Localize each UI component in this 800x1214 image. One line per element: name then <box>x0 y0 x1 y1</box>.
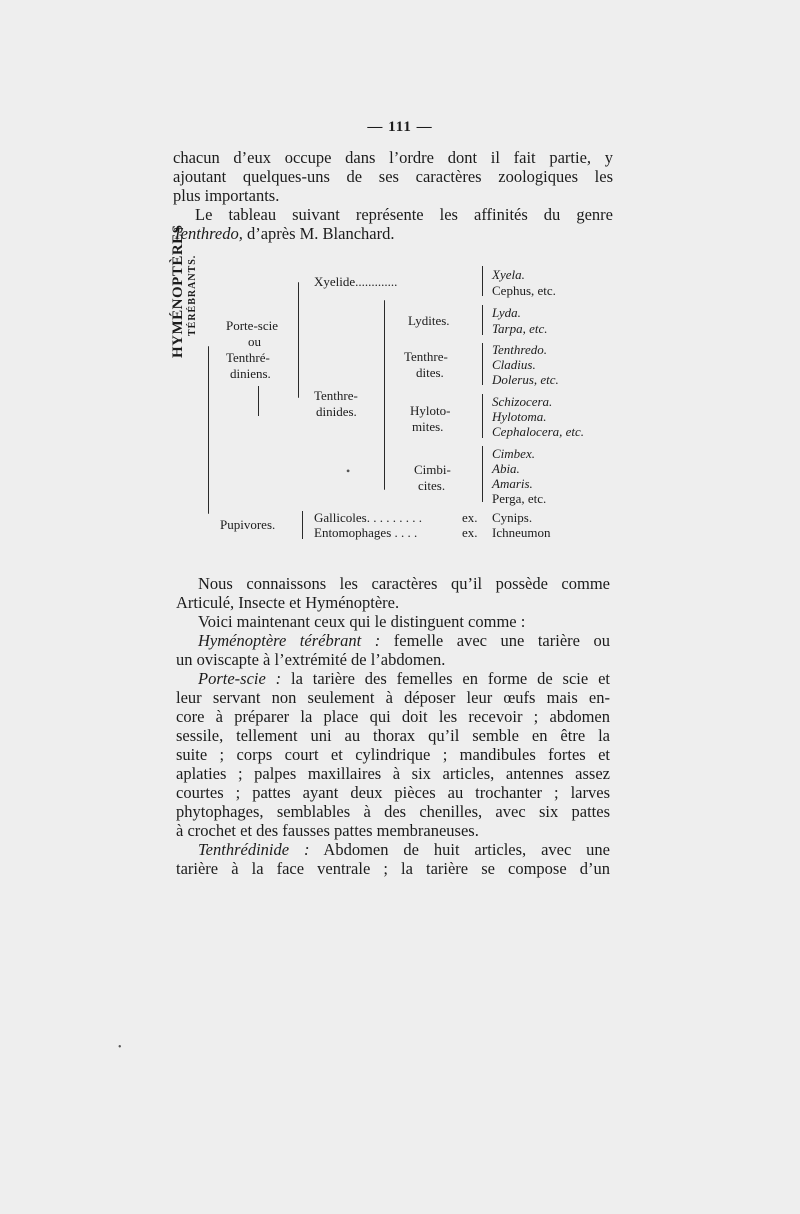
text-line: Nous connaissons les caractères qu’il possède comme <box>198 574 610 593</box>
brace-pupivores <box>302 511 303 539</box>
pupivores-label: Pupivores. <box>220 517 276 532</box>
text-line <box>176 631 610 650</box>
ink-speck: • <box>346 464 351 478</box>
genus-cimbex: Cimbex. <box>492 446 535 461</box>
text-line: à crochet et des fausses pattes membraneuses. <box>176 821 479 840</box>
genus-tarpa: Tarpa, etc. <box>492 321 548 336</box>
page-number: — 111 — <box>367 119 433 135</box>
text-line: chacun d’eux occupe dans l’ordre dont il fait partie, y <box>173 148 613 167</box>
genus-cladius: Cladius. <box>492 357 536 372</box>
genus-lyda: Lyda. <box>492 305 521 320</box>
tenthre-dinides-label-2: dinides. <box>316 404 357 419</box>
vertical-heading-main: HYMÉNOPTÈRES <box>170 224 186 358</box>
text-line <box>176 669 610 688</box>
tenthredites-label-1: Tenthre- <box>404 349 448 364</box>
term-hymenoptere-terebrant: Hyménoptère térébrant : <box>198 631 381 650</box>
ink-speck: • <box>118 1042 122 1053</box>
text-line: phytophages, semblables à des chenilles, avec six pattes <box>176 802 610 821</box>
tenthredites-label-2: dites. <box>416 365 444 380</box>
text-fragment: d’après M. Blanchard. <box>242 224 395 243</box>
tenthre-label: Tenthré- <box>226 350 270 365</box>
vertical-heading <box>170 224 198 358</box>
brace-tenthredinides <box>384 300 385 490</box>
xyelide-label: Xyelide............. <box>314 274 398 289</box>
text-line: courtes ; pattes ayant deux pièces au trochanter ; larves <box>176 783 610 802</box>
cimbicites-label-2: cites. <box>418 478 446 493</box>
genus-schizocera: Schizocera. <box>492 394 553 409</box>
text-fragment: femelle avec une tarière ou <box>380 631 611 650</box>
vertical-heading-sub: TÉRÉBRANTS. <box>187 254 198 336</box>
text-line: tarière à la face ventrale ; la tarière se compose d’un <box>176 859 610 878</box>
text-line <box>173 224 613 243</box>
intro-paragraph <box>173 148 613 243</box>
genus-cephus: Cephus, etc. <box>492 283 556 298</box>
example-ichneumon: Ichneumon <box>492 525 551 540</box>
ou-label: ou <box>248 334 261 349</box>
genus-cephalocera: Cephalocera, etc. <box>492 424 585 439</box>
brace-hylotomites <box>482 394 483 438</box>
genus-abia: Abia. <box>492 461 520 476</box>
term-tenthredinide: Tenthrédinide : <box>198 840 310 859</box>
cimbicites-label-1: Cimbi- <box>414 462 451 477</box>
brace-cimbicites <box>482 446 483 502</box>
gallicoles-label: Gallicoles. . . . . . . . . <box>314 510 422 525</box>
text-line: leur servant non seulement à déposer leur œufs mais en- <box>176 688 610 707</box>
text-line: Voici maintenant ceux qui le distinguent comme : <box>198 612 526 631</box>
text-line: suite ; corps court et cylindrique ; mandibules fortes et <box>176 745 610 764</box>
text-line <box>176 840 610 859</box>
genus-amaris: Amaris. <box>492 476 533 491</box>
body-text <box>176 574 610 878</box>
genus-tenthredo: Tenthredo. <box>492 342 548 357</box>
brace-lydites <box>482 305 483 335</box>
text-line: Articulé, Insecte et Hyménoptère. <box>176 593 400 612</box>
tenthre-dinides-label-1: Tenthre- <box>314 388 358 403</box>
entomophages-label: Entomophages . . . . <box>314 525 418 540</box>
genus-dolerus: Dolerus, etc. <box>492 372 559 387</box>
text-line: plus importants. <box>173 186 280 205</box>
text-fragment: Abdomen de huit articles, avec une <box>309 840 610 859</box>
text-line: Le tableau suivant représente les affinités du genre <box>195 205 613 224</box>
porte-scie-label: Porte-scie <box>226 318 278 333</box>
genus-perga: Perga, etc. <box>492 491 547 506</box>
genus-xyela: Xyela. <box>492 267 525 282</box>
brace-tenthre-dinides <box>258 386 259 416</box>
example-cynips: Cynips. <box>492 510 533 525</box>
hylotomites-label-2: mites. <box>412 419 444 434</box>
entomophages-ex: ex. <box>462 525 478 540</box>
gallicoles-ex: ex. <box>462 510 478 525</box>
brace-tenthredites <box>482 343 483 385</box>
genus-name: Tenthredo, <box>173 224 243 243</box>
text-fragment: la tarière des femelles en forme de scie et <box>281 669 610 688</box>
text-line: un oviscapte à l’extrémité de l’abdomen. <box>176 650 446 669</box>
genus-hylotoma: Hylotoma. <box>492 409 547 424</box>
text-line: sessile, tellement uni au thorax qu’il semble en être la <box>176 726 610 745</box>
lydites-label: Lydites. <box>408 313 450 328</box>
brace-porte-scie <box>298 282 299 398</box>
hylotomites-label-1: Hyloto- <box>410 403 451 418</box>
diniens-label: diniens. <box>230 366 271 381</box>
term-porte-scie: Porte-scie : <box>198 669 282 688</box>
brace-left <box>208 346 209 514</box>
text-line: ajoutant quelques-uns de ses caractères zoologiques les <box>173 167 613 186</box>
text-line: core à préparer la place qui doit les recevoir ; abdomen <box>176 707 610 726</box>
brace-xyelide <box>482 266 483 296</box>
text-line: aplaties ; palpes maxillaires à six articles, antennes assez <box>176 764 610 783</box>
